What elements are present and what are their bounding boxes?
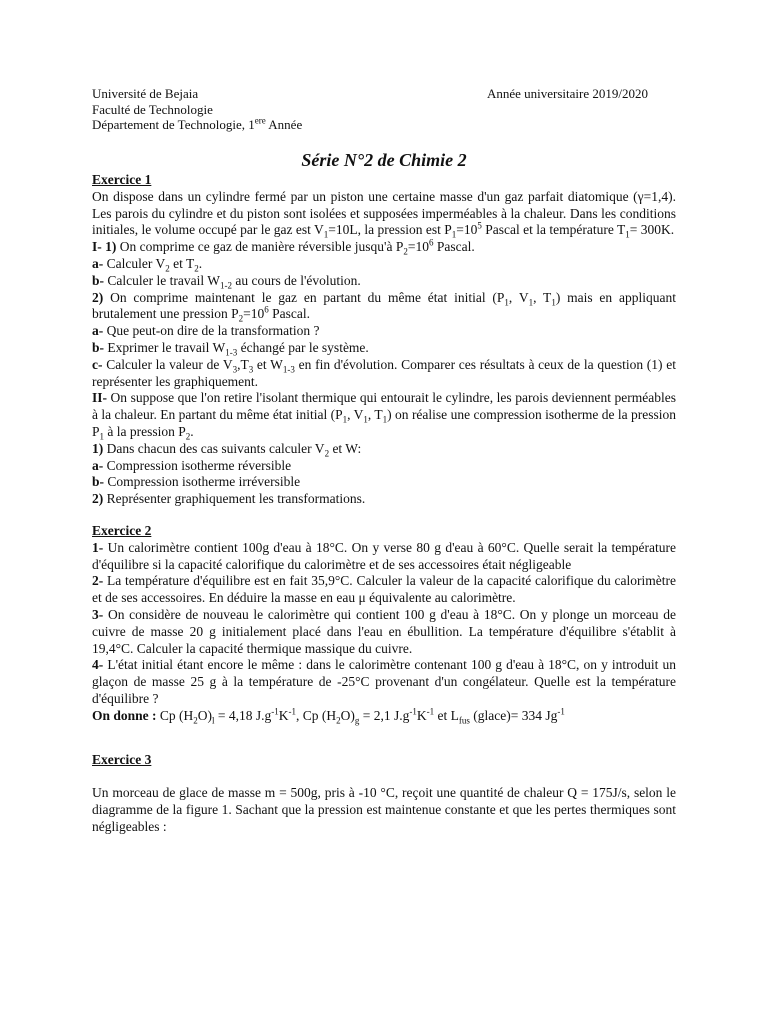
department-name: Département de Technologie, 1ere Année (92, 115, 303, 132)
page-title: Série N°2 de Chimie 2 (301, 150, 467, 170)
exercise-1-q1b: b- Calculer le travail $W_{1-2}$ au cours de l'évolution. (92, 272, 361, 291)
spacer (92, 768, 676, 785)
spacer (92, 508, 676, 523)
exercise-1-intro: On dispose dans un cylindre fermé par un piston une certaine masse d'un gaz parfait diatomique (γ=1,4). Les parois du cylindre et du piston sont isolées et supposées imperméables à la chaleur. Dans les conditions initiales, le volume occupé par le gaz est $V_1=10L$, la pression est $P_1=10^5$ Pascal et la température $T_1= 300K$. (92, 188, 676, 241)
exercise-1-title: Exercice 1 (92, 172, 152, 187)
document-header (92, 86, 676, 133)
exercise-1-part-ii-q1: 1) Dans chacun des cas suivants calculer $V_2$ et W: (92, 440, 362, 459)
document-body (92, 172, 676, 836)
exercise-2-given-data: On donne : Cp $(H_2O)_l = 4,18$ $J.g^{-1}K^{-1}$, Cp $(H_2O)_g = 2,1$ $J.g^{-1}K^{-1}$ et $L_{fus}$ (glace)= 334 $Jg^{-1}$ (92, 706, 565, 726)
exercise-2-q4: 4- L'état initial étant encore le même : dans le calorimètre contenant 100 g d'eau à 18°C, on y introduit un glaçon de masse 25 g à la température de -25°C provenant d'un congélateur. Quelle est la température d'équilibre ? (92, 657, 676, 706)
spacer (92, 725, 676, 752)
exercise-2-title: Exercice 2 (92, 522, 152, 538)
exercise-1-part-i-q1: I- 1) On comprime ce gaz de manière réversible jusqu'à $P_2=10^6$ Pascal. (92, 237, 475, 257)
exercise-2-q3: 3- On considère de nouveau le calorimètre qui contient 100 g d'eau à 18°C. On y plonge un morceau de cuivre de masse 20 g initialement placé dans l'eau en ébullition. La température d'équilibre s'établit à 19,4°C. Calculer la capacité thermique massique du cuivre. (92, 606, 676, 656)
exercise-1-q2: 2) On comprime maintenant le gaz en partant du même état initial ($P_1$, $V_1$, $T_1$) mais en appliquant brutalement une pression $P_2=10^6$ Pascal. (92, 289, 676, 325)
exercise-3-text: Un morceau de glace de masse m = 500g, pris à -10 °C, reçoit une quantité de chaleur Q = 175J/s, selon le diagramme de la figure 1. Sachant que la pression est maintenue constante et que les pertes thermiques sont négligeables : (92, 785, 676, 834)
exercise-1-q2a: a- Que peut-on dire de la transformation ? (92, 323, 320, 339)
exercise-1-part-ii: II- On suppose que l'on retire l'isolant thermique qui entourait le cylindre, les parois deviennent perméables à la chaleur. En partant du même état initial ($P_1$, $V_1$, $T_1$) on réalise une compression isotherme de la pression $P_1$ à la pression $P_2$. (92, 390, 676, 442)
university-name: Université de Bejaia (92, 86, 199, 101)
academic-year: Année universitaire 2019/2020 (486, 86, 648, 101)
exercise-2-q2: 2- La température d'équilibre est en fait 35,9°C. Calculer la valeur de la capacité calorifique du calorimètre et de ses accessoires. En déduire la masse en eau μ équivalente au calorimètre. (92, 573, 676, 606)
faculty-name: Faculté de Technologie (92, 101, 213, 117)
exercise-2-q1: 1- Un calorimètre contient 100g d'eau à 18°C. On y verse 80 g d'eau à 60°C. Quelle serait la température d'équilibre si la capacité calorifique du calorimètre et de ses accessoires était négligeable (92, 539, 676, 572)
exercise-1-q1a: a- Calculer $V_2$ et $T_2$. (92, 255, 203, 274)
exercise-1-part-ii-a: a- Compression isotherme réversible (92, 457, 292, 473)
exercise-1-q2c: c- Calculer la valeur de $V_3,T_3$ et $W_{1-3}$ en fin d'évolution. Comparer ces résultats à ceux de la question (1) et représenter les graphiquement. (92, 356, 676, 389)
exercise-1-part-ii-b: b- Compression isotherme irréversible (92, 474, 301, 490)
exercise-1-q2b: b- Exprimer le travail $W_{1-3}$ échangé par le système. (92, 339, 369, 358)
exercise-3-title: Exercice 3 (92, 751, 152, 767)
exercise-1-part-ii-q2: 2) Représenter graphiquement les transformations. (92, 491, 366, 507)
